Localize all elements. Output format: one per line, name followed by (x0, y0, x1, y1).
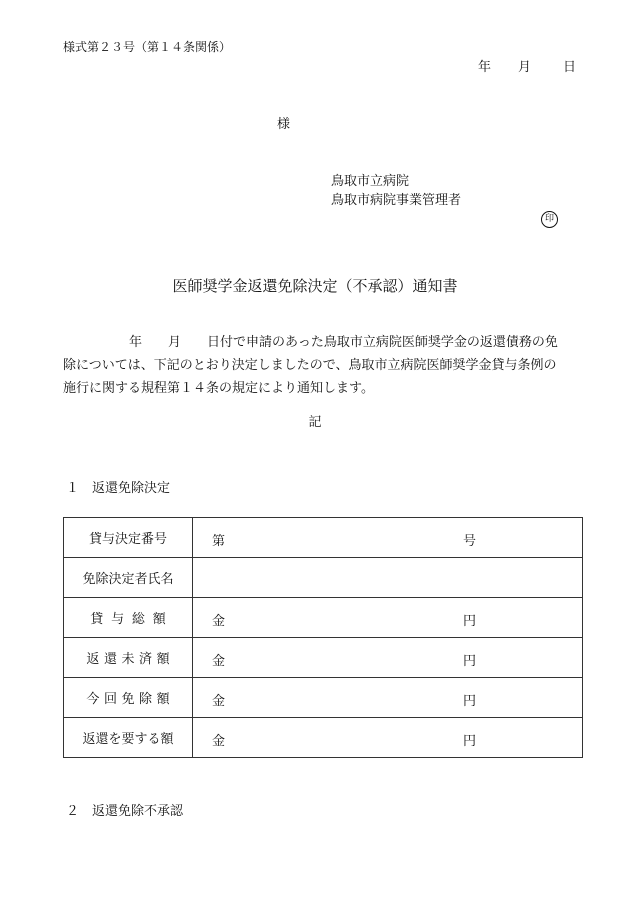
label-text: 今回免除額 (86, 692, 175, 707)
table-row (64, 518, 583, 558)
body-line-2: 除については、下記のとおり決定しましたので、鳥取市立病院医師奨学金貸与条例の (63, 358, 557, 373)
label-text: 貸与決定番号 (88, 532, 167, 547)
value-prefix: 金 (212, 614, 226, 629)
value-prefix: 金 (212, 654, 226, 669)
row-value (193, 678, 583, 718)
issuer-hospital: 鳥取市立病院 (331, 174, 410, 189)
form-number: 様式第２３号（第１４条関係） (63, 40, 232, 54)
body-line-1: 年 月 日付で申請のあった鳥取市立病院医師奨学金の返還債務の免 (129, 335, 558, 350)
table-row (64, 718, 583, 758)
document-title: 医師奨学金返還免除決定（不承認）通知書 (172, 277, 458, 295)
body-paragraph (63, 331, 583, 400)
date-month: 月 (518, 60, 532, 75)
table-row (64, 678, 583, 718)
row-label (64, 558, 193, 598)
row-label (64, 598, 193, 638)
date-line (478, 61, 576, 74)
row-value (193, 558, 583, 598)
date-year: 年 (478, 60, 492, 75)
addressee-honorific: 様 (277, 117, 291, 132)
row-label (64, 638, 193, 678)
section-1-heading: １ 返還免除決定 (66, 481, 171, 496)
value-prefix: 金 (212, 694, 226, 709)
value-suffix: 号 (463, 534, 477, 549)
row-value (193, 638, 583, 678)
issuer-manager: 鳥取市病院事業管理者 (331, 193, 462, 208)
body-line-3: 施行に関する規程第１４条の規定により通知します。 (63, 381, 374, 396)
value-prefix: 第 (212, 534, 226, 549)
row-label (64, 718, 193, 758)
table-row (64, 598, 583, 638)
seal-mark-icon: 印 (541, 211, 558, 228)
row-label (64, 678, 193, 718)
row-value (193, 598, 583, 638)
row-label (64, 518, 193, 558)
ki-marker: 記 (308, 415, 322, 430)
value-suffix: 円 (463, 614, 477, 629)
value-prefix: 金 (212, 734, 226, 749)
label-text: 貸与総額 (90, 612, 174, 627)
value-suffix: 円 (463, 734, 477, 749)
value-suffix: 円 (463, 694, 477, 709)
date-day: 日 (563, 60, 577, 75)
row-value (193, 718, 583, 758)
label-text: 返還を要する額 (82, 732, 174, 747)
value-suffix: 円 (463, 654, 477, 669)
row-value (193, 518, 583, 558)
table-row (64, 638, 583, 678)
table-row (64, 558, 583, 598)
decision-table (63, 517, 583, 758)
label-text: 返還未済額 (86, 652, 175, 667)
label-text: 免除決定者氏名 (82, 572, 174, 587)
section-2-heading: ２ 返還免除不承認 (66, 804, 184, 819)
